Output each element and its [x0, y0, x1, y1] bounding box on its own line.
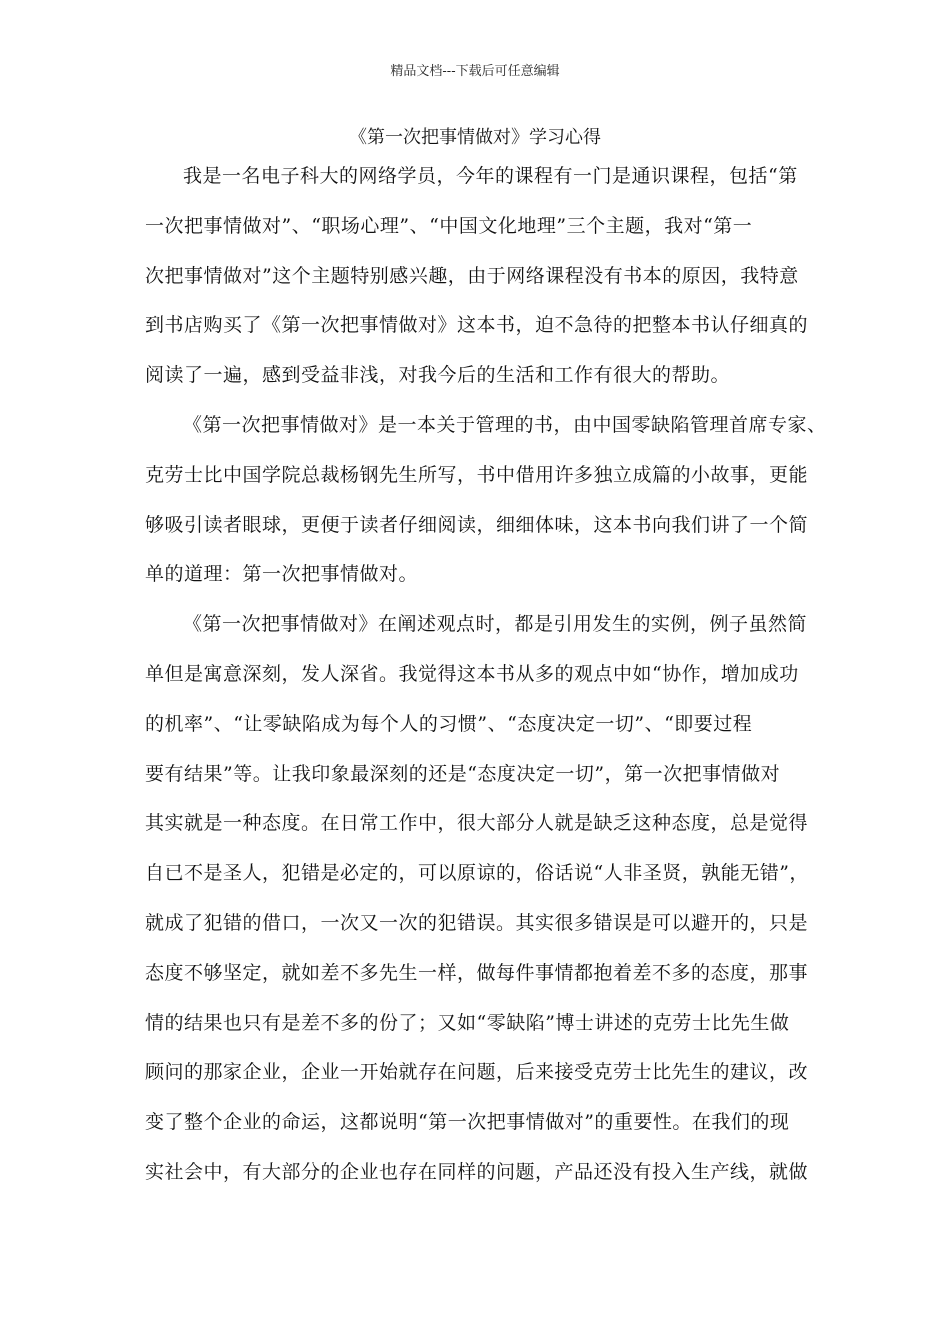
paragraph-3-line-12: 实社会中，有大部分的企业也存在同样的问题，产品还没有投入生产线，就做	[145, 1160, 809, 1183]
paragraph-3-line-7: 就成了犯错的借口，一次又一次的犯错误。其实很多错误是可以避开的，只是	[145, 911, 809, 934]
paragraph-2-line-4: 单的道理：第一次把事情做对。	[145, 563, 419, 586]
paragraph-2-line-2: 克劳士比中国学院总裁杨钢先生所写，书中借用许多独立成篇的小故事，更能	[145, 463, 809, 486]
paragraph-2-line-1: 《第一次把事情做对》是一本关于管理的书，由中国零缺陷管理首席专家、	[183, 413, 827, 436]
paragraph-3-line-2: 单但是寓意深刻，发人深省。我觉得这本书从多的观点中如“协作，增加成功	[145, 662, 799, 685]
paragraph-3-line-4: 要有结果”等。让我印象最深刻的还是“态度决定一切”，第一次把事情做对	[145, 762, 781, 785]
paragraph-2-line-3: 够吸引读者眼球，更便于读者仔细阅读，细细体味，这本书向我们讲了一个简	[145, 513, 809, 536]
page-header: 精品文档---下载后可任意编辑	[390, 64, 560, 79]
paragraph-3-line-9: 情的结果也只有是差不多的份了；又如“零缺陷”博士讲述的克劳士比先生做	[145, 1011, 790, 1034]
paragraph-3-line-8: 态度不够坚定，就如差不多先生一样，做每件事情都抱着差不多的态度，那事	[145, 961, 809, 984]
paragraph-3-line-1: 《第一次把事情做对》在阐述观点时，都是引用发生的实例，例子虽然简	[183, 613, 808, 636]
paragraph-3-line-11: 变了整个企业的命运，这都说明“第一次把事情做对”的重要性。在我们的现	[145, 1111, 790, 1134]
paragraph-1-line-1: 我是一名电子科大的网络学员，今年的课程有一门是通识课程，包括“第	[183, 165, 798, 187]
paragraph-3-line-5: 其实就是一种态度。在日常工作中，很大部分人就是缺乏这种态度，总是觉得	[145, 812, 809, 835]
paragraph-3-line-3: 的机率”、“让零缺陷成为每个人的习惯”、“态度决定一切”、“即要过程	[145, 712, 753, 735]
paragraph-3-line-10: 顾问的那家企业，企业一开始就存在问题，后来接受克劳士比先生的建议，改	[145, 1061, 809, 1084]
paragraph-1-line-2: 一次把事情做对”、“职场心理”、“中国文化地理”三个主题，我对“第一	[145, 214, 753, 237]
paragraph-1-line-3: 次把事情做对”这个主题特别感兴趣，由于网络课程没有书本的原因，我特意	[145, 264, 799, 287]
paragraph-1-line-5: 阅读了一遍，感到受益非浅，对我今后的生活和工作有很大的帮助。	[145, 364, 731, 387]
document-body	[145, 152, 827, 1198]
paragraph-3-line-6: 自已不是圣人，犯错是必定的，可以原谅的，俗话说“人非圣贤，孰能无错”，	[145, 862, 809, 885]
document-title: 《第一次把事情做对》学习心得	[349, 127, 601, 148]
paragraph-1-line-4: 到书店购买了《第一次把事情做对》这本书，迫不急待的把整本书认仔细真的	[145, 314, 809, 337]
